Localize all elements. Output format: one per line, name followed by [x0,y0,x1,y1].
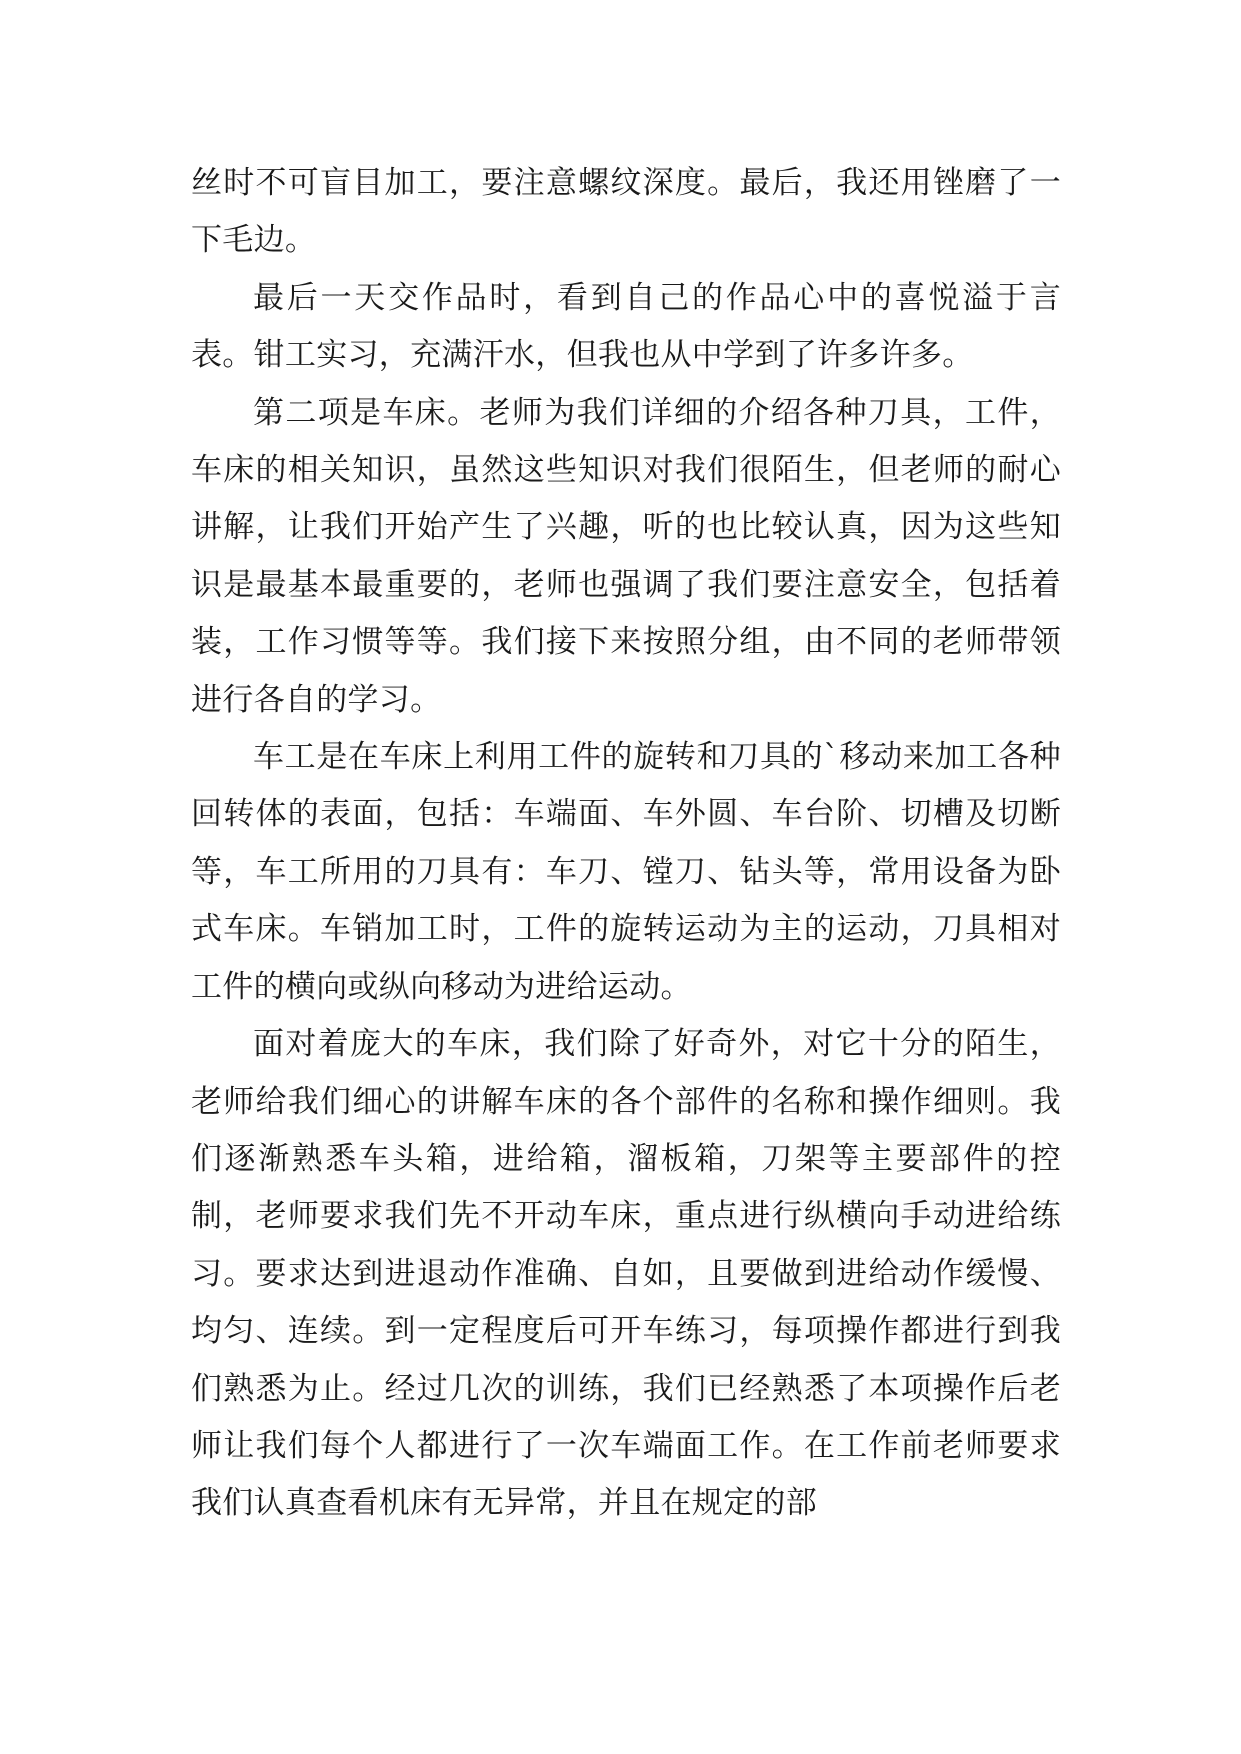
paragraph-3: 第二项是车床。老师为我们详细的介绍各种刀具，工件，车床的相关知识，虽然这些知识对我们很陌生，但老师的耐心讲解，让我们开始产生了兴趣，听的也比较认真，因为这些知识是最基本最重要的，老师也强调了我们要注意安全，包括着装，工作习惯等等。我们接下来按照分组，由不同的老师带领进行各自的学习。 [191,394,1061,718]
paragraph-2: 最后一天交作品时，看到自己的作品心中的喜悦溢于言表。钳工实习，充满汗水，但我也从中学到了许多许多。 [191,279,1061,374]
paragraph-4: 车工是在车床上利用工件的旋转和刀具的`移动来加工各种回转体的表面，包括：车端面、车外圆、车台阶、切槽及切断等，车工所用的刀具有：车刀、镗刀、钻头等，常用设备为卧式车床。车销加工时，工件的旋转运动为主的运动，刀具相对工件的横向或纵向移动为进给运动。 [191,739,1061,1005]
paragraph-5: 面对着庞大的车床，我们除了好奇外，对它十分的陌生，老师给我们细心的讲解车床的各个部件的名称和操作细则。我们逐渐熟悉车头箱，进给箱，溜板箱，刀架等主要部件的控制，老师要求我们先不开动车床，重点进行纵横向手动进给练习。要求达到进退动作准确、自如，且要做到进给动作缓慢、均匀、连续。到一定程度后可开车练习，每项操作都进行到我们熟悉为止。经过几次的训练，我们已经熟悉了本项操作后老师让我们每个人都进行了一次车端面工作。在工作前老师要求我们认真查看机床有无异常，并且在规定的部 [191,1026,1061,1522]
document-body [191,155,1061,1533]
paragraph-1: 丝时不可盲目加工，要注意螺纹深度。最后，我还用锉磨了一下毛边。 [191,165,1061,259]
